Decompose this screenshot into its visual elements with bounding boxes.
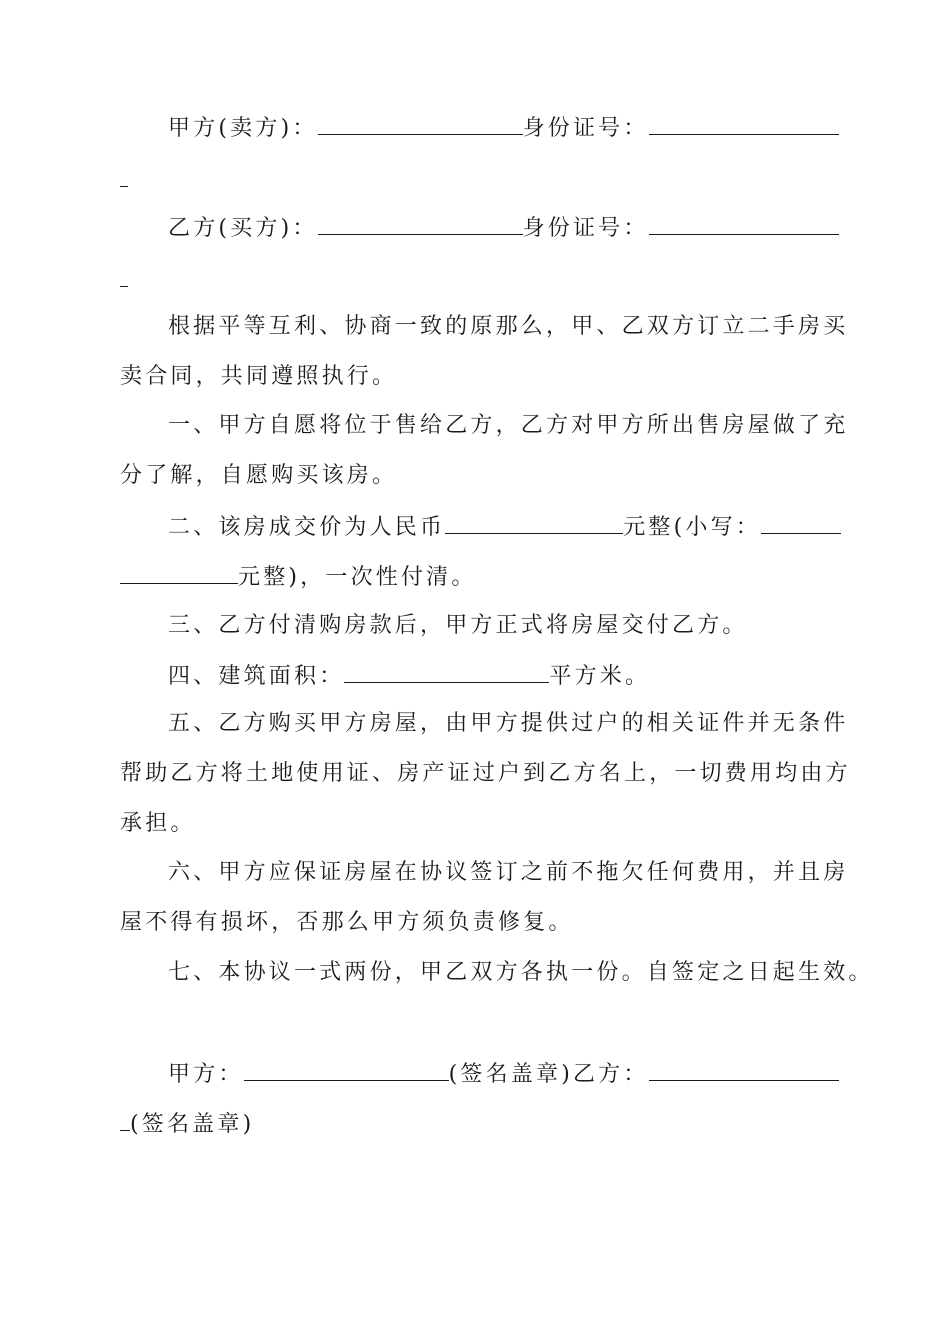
area-blank[interactable]	[344, 660, 549, 683]
party-b-id-blank[interactable]	[649, 212, 839, 235]
sign-b-label: 乙方：	[572, 1062, 649, 1087]
clause-4-prefix: 四、建筑面积：	[168, 664, 345, 689]
sign-a-seal: (签名盖章)	[448, 1062, 573, 1087]
clause-1-line-1: 一、甲方自愿将位于售给乙方，乙方对甲方所出售房屋做了充	[168, 413, 849, 438]
clause-3: 三、乙方付清购房款后，甲方正式将房屋交付乙方。	[168, 613, 748, 638]
clause-1-line-2: 分了解，自愿购买该房。	[120, 463, 398, 488]
sign-b-blank-continued[interactable]	[120, 1108, 130, 1131]
party-a-label: 甲方(卖方)：	[168, 116, 318, 141]
clause-7: 七、本协议一式两份，甲乙双方各执一份。自签定之日起生效。	[168, 960, 874, 985]
clause-2-suffix: 元整)，一次性付清。	[238, 565, 477, 590]
sign-a-blank[interactable]	[244, 1058, 449, 1081]
signature-line	[168, 1058, 835, 1088]
price-numeric-blank[interactable]	[761, 511, 841, 534]
clause-5-line-1: 五、乙方购买甲方房屋，由甲方提供过户的相关证件并无条件	[168, 711, 849, 736]
clause-6-line-2: 屋不得有损坏，否那么甲方须负责修复。	[120, 910, 574, 935]
clause-2-prefix: 二、该房成交价为人民币	[168, 515, 446, 540]
party-b-line	[168, 212, 835, 242]
clause-2-line-2	[120, 561, 835, 591]
party-a-id-blank-continued	[120, 186, 128, 187]
party-b-name-blank[interactable]	[318, 212, 523, 235]
party-a-name-blank[interactable]	[318, 112, 523, 135]
sign-a-label: 甲方：	[168, 1062, 244, 1087]
party-a-line	[168, 112, 835, 142]
clause-6-line-1: 六、甲方应保证房屋在协议签订之前不拖欠任何费用，并且房	[168, 860, 849, 885]
intro-line-2: 卖合同，共同遵照执行。	[120, 364, 398, 389]
sign-b-blank[interactable]	[649, 1058, 839, 1081]
sign-b-seal: (签名盖章)	[130, 1112, 255, 1137]
price-numeric-blank-continued[interactable]	[120, 561, 238, 584]
price-blank[interactable]	[445, 511, 623, 534]
party-a-id-label: 身份证号：	[522, 116, 649, 141]
party-b-id-label: 身份证号：	[522, 216, 649, 241]
clause-5-line-2: 帮助乙方将土地使用证、房产证过户到乙方名上，一切费用均由方	[120, 761, 851, 786]
signature-line-2	[120, 1108, 835, 1138]
intro-line-1: 根据平等互利、协商一致的原那么，甲、乙双方订立二手房买	[168, 314, 849, 339]
clause-4	[168, 660, 835, 690]
clause-2-line-1	[168, 511, 835, 541]
party-b-label: 乙方(买方)：	[168, 216, 318, 241]
party-a-id-blank[interactable]	[649, 112, 839, 135]
clause-4-suffix: 平方米。	[549, 664, 651, 689]
clause-5-line-3: 承担。	[120, 811, 196, 836]
party-b-id-blank-continued	[120, 286, 128, 287]
clause-2-mid: 元整(小写：	[623, 515, 761, 540]
